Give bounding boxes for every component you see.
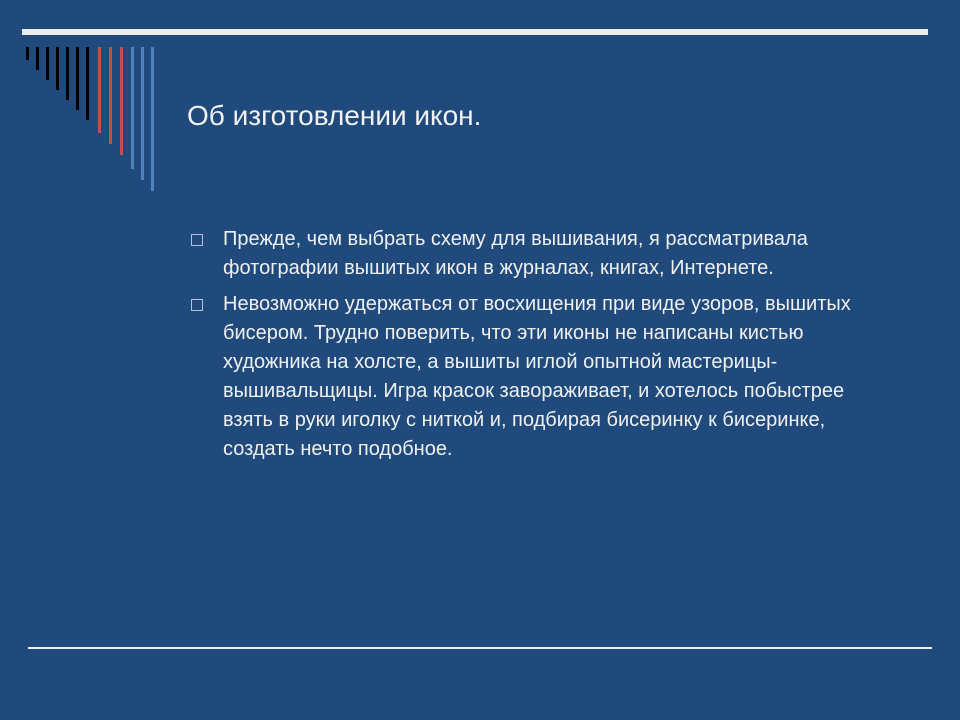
bottom-rule	[28, 647, 932, 649]
bullet-item	[186, 290, 886, 464]
bullet-text: Невозможно удержаться от восхищения при виде узоров, вышитых бисером. Трудно поверить, что эти иконы не написаны кистью художника на холсте, а вышиты иглой опытной мастерицы-вышивальщицы. Игра красок завораживает, и хотелось побыстрее взять в руки иголку с ниткой и, подбирая бисеринку к бисеринке, создать нечто подобное.	[223, 293, 851, 460]
bullet-item	[186, 225, 886, 283]
bullet-list	[186, 225, 886, 471]
stripe-black	[66, 47, 69, 100]
slide-title: Об изготовлении икон.	[187, 100, 482, 131]
bullet-text: Прежде, чем выбрать схему для вышивания, я рассматривала фотографии вышитых икон в журналах, книгах, Интернете.	[223, 228, 808, 279]
stripe-blue	[151, 47, 154, 191]
square-bullet-icon	[191, 234, 203, 246]
stripe-black	[26, 47, 29, 60]
stripe-black	[76, 47, 79, 110]
stripe-black	[86, 47, 89, 120]
stripe-red	[109, 47, 112, 144]
stripe-black	[36, 47, 39, 70]
stripe-black	[56, 47, 59, 90]
stripe-blue	[131, 47, 134, 169]
square-bullet-icon	[191, 299, 203, 311]
stripe-black	[46, 47, 49, 80]
stripe-red	[98, 47, 101, 133]
stripe-blue	[141, 47, 144, 180]
stripe-red	[120, 47, 123, 155]
decorative-stripes	[0, 0, 200, 200]
